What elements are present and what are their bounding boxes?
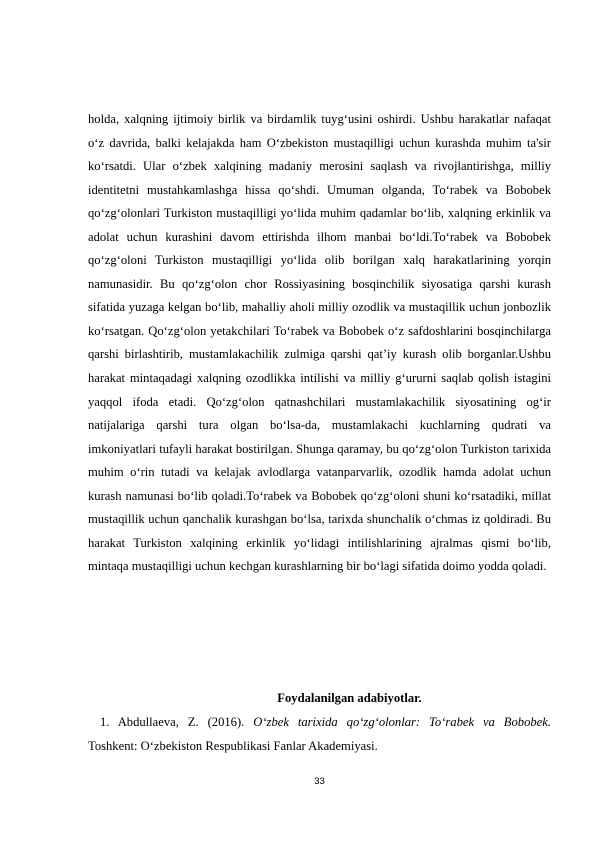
reference-title: O‘zbek tarixida qo‘zg‘olonlar: To‘rabek va Bobobek.	[253, 715, 551, 729]
body-paragraph: holda, xalqning ijtimoiy birlik va birdamlik tuyg‘usini oshirdi. Ushbu harakatlar nafaqat o‘z davrida, balki kelajakda ham O‘zbekiston mustaqilligi uchun kurashda muhim ta'sir ko‘rsatdi. Ular o‘zbek xalqining madaniy merosini saqlash va rivojlantirishga, milliy identitetni mustahkamlashga hissa qo‘shdi. Umuman olganda, To‘rabek va Bobobek qo‘zg‘olonlari Turkiston mustaqilligi yo‘lida muhim qadamlar bo‘lib, xalqning erkinlik va adolat uchun kurashini davom ettirishda ilhom manbai bo‘ldi.To‘rabek va Bobobek qo‘zg‘oloni Turkiston mustaqilligi yo‘lida olib borilgan xalq harakatlarining yorqin namunasidir. Bu qo‘zg‘olon chor Rossiyasining bosqinchilik siyosatiga qarshi kurash sifatida yuzaga kelgan bo‘lib, mahalliy aholi milliy ozodlik va mustaqillik uchun jonbozlik ko‘rsatgan. Qo‘zg‘olon yetakchilari To‘rabek va Bobobek o‘z safdoshlarini bosqinchilarga qarshi birlashtirib, mustamlakachilik zulmiga qarshi qat’iy kurash olib borganlar.Ushbu harakat mintaqadagi xalqning ozodlikka intilishi va milliy g‘ururni saqlab qolish istagini yaqqol ifoda etadi. Qo‘zg‘olon qatnashchilari mustamlakachilik siyosatining og‘ir natijalariga qarshi tura olgan bo‘lsa-da, mustamlakachi kuchlarning qudrati va imkoniyatlari tufayli harakat bostirilgan. Shunga qaramay, bu qo‘zg‘olon Turkiston tarixida muhim o‘rin tutadi va kelajak avlodlarga vatanparvarlik, ozodlik hamda adolat uchun kurash namunasi bo‘lib qoladi.To‘rabek va Bobobek qo‘zg‘oloni shuni ko‘rsatadiki, millat mustaqillik uchun qanchalik kurashgan bo‘lsa, tarixda shunchalik o‘chmas iz qoldiradi. Bu harakat Turkiston xalqining erkinlik yo‘lidagi intilishlarining ajralmas qismi bo‘lib, mintaqa mustaqilligi uchun kechgan kurashlarning bir bo‘lagi sifatida doimo yodda qoladi.	[88, 112, 551, 574]
reference-authors: Abdullaeva, Z. (2016).	[117, 715, 245, 729]
reference-publisher: Toshkent: O‘zbekiston Respublikasi Fanlar Akademiyasi.	[88, 739, 378, 753]
reference-item	[88, 710, 551, 758]
page-number: 33	[314, 776, 325, 787]
reference-number: 1.	[100, 715, 110, 729]
references-heading: Foydalanilgan adabiyotlar.	[277, 691, 422, 705]
